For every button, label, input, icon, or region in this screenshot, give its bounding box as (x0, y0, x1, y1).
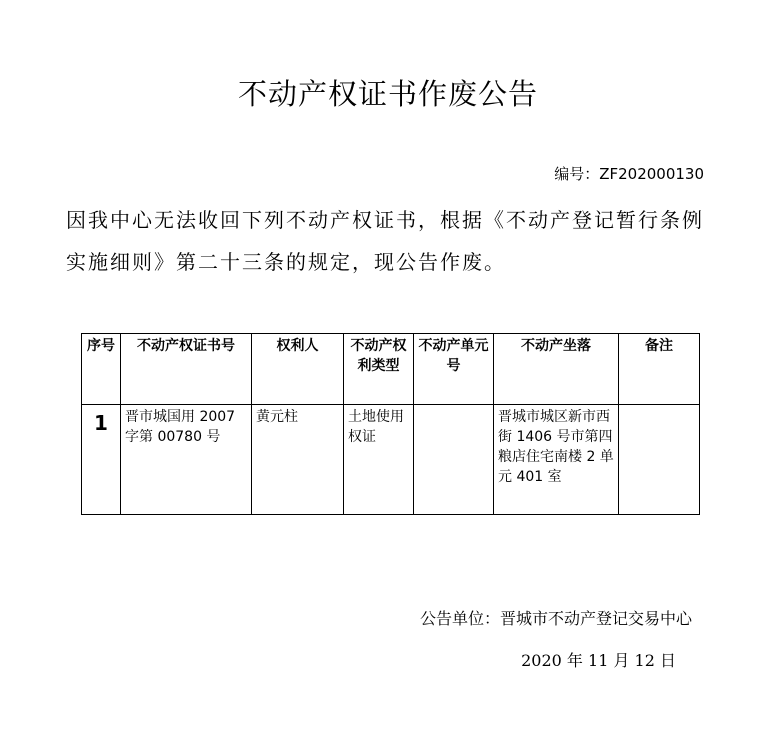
header-unit-number: 不动产单元号 (414, 334, 494, 405)
cell-right-holder: 黄元柱 (252, 405, 344, 515)
header-right-type: 不动产权利类型 (344, 334, 414, 405)
header-remarks: 备注 (619, 334, 700, 405)
cell-remarks (619, 405, 700, 515)
cell-location: 晋城市城区新市西街 1406 号市第四粮店住宅南楼 2 单元 401 室 (494, 405, 619, 515)
header-seq: 序号 (82, 334, 121, 405)
notice-date: 2020 年 11 月 12 日 (521, 651, 676, 670)
cell-right-type: 土地使用权证 (344, 405, 414, 515)
certificate-table (81, 333, 700, 515)
document-number: 编号：ZF202000130 (554, 165, 704, 183)
cell-unit-number (414, 405, 494, 515)
header-location: 不动产坐落 (494, 334, 619, 405)
table-row (82, 405, 700, 515)
cell-seq: 1 (82, 405, 121, 515)
header-certificate-number: 不动产权证书号 (121, 334, 252, 405)
cell-certificate-number: 晋市城国用 2007字第 00780 号 (121, 405, 252, 515)
table-header-row (82, 334, 700, 405)
page-title: 不动产权证书作废公告 (237, 77, 538, 111)
notice-body: 因我中心无法收回下列不动产权证书，根据《不动产登记暂行条例实施细则》第二十三条的规定，现公告作废。 (66, 208, 704, 274)
notice-unit: 公告单位：晋城市不动产登记交易中心 (419, 609, 692, 628)
header-right-holder: 权利人 (252, 334, 344, 405)
